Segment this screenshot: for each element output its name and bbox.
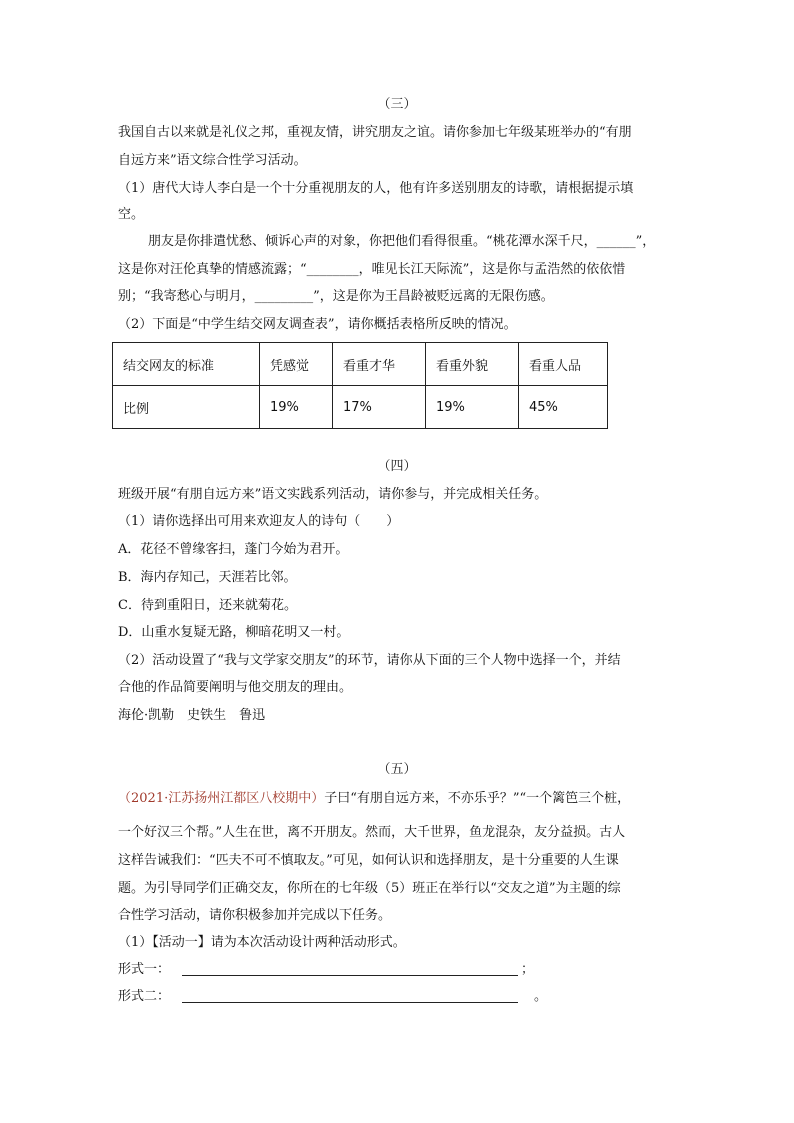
section3-heading: （三） bbox=[377, 97, 417, 112]
table-row-label: 比例 bbox=[113, 386, 260, 429]
table-cell: 17% bbox=[333, 386, 426, 429]
section5-q1: （1）【活动一】请为本次活动设计两种活动形式。 bbox=[118, 935, 406, 950]
form2-label: 形式二： bbox=[118, 989, 171, 1004]
form2-answer-line[interactable] bbox=[182, 1002, 518, 1003]
section3-intro-line2: 自远方来”语文综合性学习活动。 bbox=[118, 153, 307, 168]
table-cell: 45% bbox=[519, 386, 608, 429]
section5-line4: 题。为引导同学们正确交友，你所在的七年级（5）班正在举行以“交友之道”为主题的综 bbox=[118, 881, 621, 896]
table-row bbox=[113, 386, 608, 429]
section4-intro: 班级开展“有朋自远方来”语文实践系列活动，请你参与，并完成相关任务。 bbox=[118, 487, 548, 502]
section3-q2: （2）下面是“中学生结交网友调查表”，请你概括表格所反映的情况。 bbox=[118, 317, 517, 332]
source-tag: （2021·江苏扬州江都区八校期中） bbox=[118, 791, 325, 806]
section5-heading: （五） bbox=[377, 762, 417, 777]
section3-para-line2: 这是你对汪伦真挚的情感流露；“________，唯见长江天际流”，这是你与孟浩然的依依惜 bbox=[118, 262, 626, 277]
form1-end: ； bbox=[521, 962, 535, 977]
section4-heading: （四） bbox=[377, 459, 417, 474]
section3-q1-line1: （1）唐代大诗人李白是一个十分重视朋友的人，他有许多送别朋友的诗歌，请根据提示填 bbox=[118, 181, 634, 196]
option-a: A．花径不曾缘客扫，蓬门今始为君开。 bbox=[118, 542, 349, 557]
table-header-cell: 结交网友的标准 bbox=[113, 343, 260, 386]
form1-label: 形式一： bbox=[118, 962, 171, 977]
section4-q2-line1: （2）活动设置了“我与文学家交朋友”的环节，请你从下面的三个人物中选择一个，并结 bbox=[118, 653, 621, 668]
table-cell: 19% bbox=[426, 386, 519, 429]
section3-para-line1: 朋友是你排遣忧愁、倾诉心声的对象，你把他们看得很重。“桃花潭水深千尺，______”， bbox=[148, 234, 656, 249]
survey-table bbox=[112, 342, 608, 429]
section4-people: 海伦·凯勒 史铁生 鲁迅 bbox=[118, 708, 266, 723]
option-b: B．海内存知己，天涯若比邻。 bbox=[118, 570, 297, 585]
option-d: D．山重水复疑无路，柳暗花明又一村。 bbox=[118, 625, 350, 640]
table-header-row bbox=[113, 343, 608, 386]
section5-line3: 这样告诫我们：“匹夫不可不慎取友。”可见，如何认识和选择朋友，是十分重要的人生课 bbox=[118, 853, 619, 868]
section3-q1-line2: 空。 bbox=[118, 207, 145, 222]
section5-line1 bbox=[118, 790, 630, 808]
option-c: C．待到重阳日，还来就菊花。 bbox=[118, 598, 297, 613]
form1-answer-line[interactable] bbox=[182, 975, 518, 976]
form2-end: 。 bbox=[534, 989, 548, 1004]
section3-intro-line1: 我国自古以来就是礼仪之邦，重视友情，讲究朋友之谊。请你参加七年级某班举办的“有朋 bbox=[118, 125, 632, 140]
table-header-cell: 看重才华 bbox=[333, 343, 426, 386]
section3-para-line3: 别；“我寄愁心与明月，_________”，这是你为王昌龄被贬远离的无限伤感。 bbox=[118, 289, 554, 304]
table-header-cell: 看重人品 bbox=[519, 343, 608, 386]
section5-line2: 一个好汉三个帮。”人生在世，离不开朋友。然而，大千世界，鱼龙混杂，友分益损。古人 bbox=[118, 825, 626, 840]
table-header-cell: 看重外貌 bbox=[426, 343, 519, 386]
section4-q2-line2: 合他的作品简要阐明与他交朋友的理由。 bbox=[118, 680, 353, 695]
table-header-cell: 凭感觉 bbox=[260, 343, 333, 386]
section4-q1: （1）请你选择出可用来欢迎友人的诗句（ ） bbox=[118, 514, 400, 529]
table-cell: 19% bbox=[260, 386, 333, 429]
section5-line5: 合性学习活动，请你积极参加并完成以下任务。 bbox=[118, 908, 392, 923]
section5-line1-text: 子曰“有朋自远方来，不亦乐乎？”“一个篱笆三个桩， bbox=[324, 791, 631, 806]
